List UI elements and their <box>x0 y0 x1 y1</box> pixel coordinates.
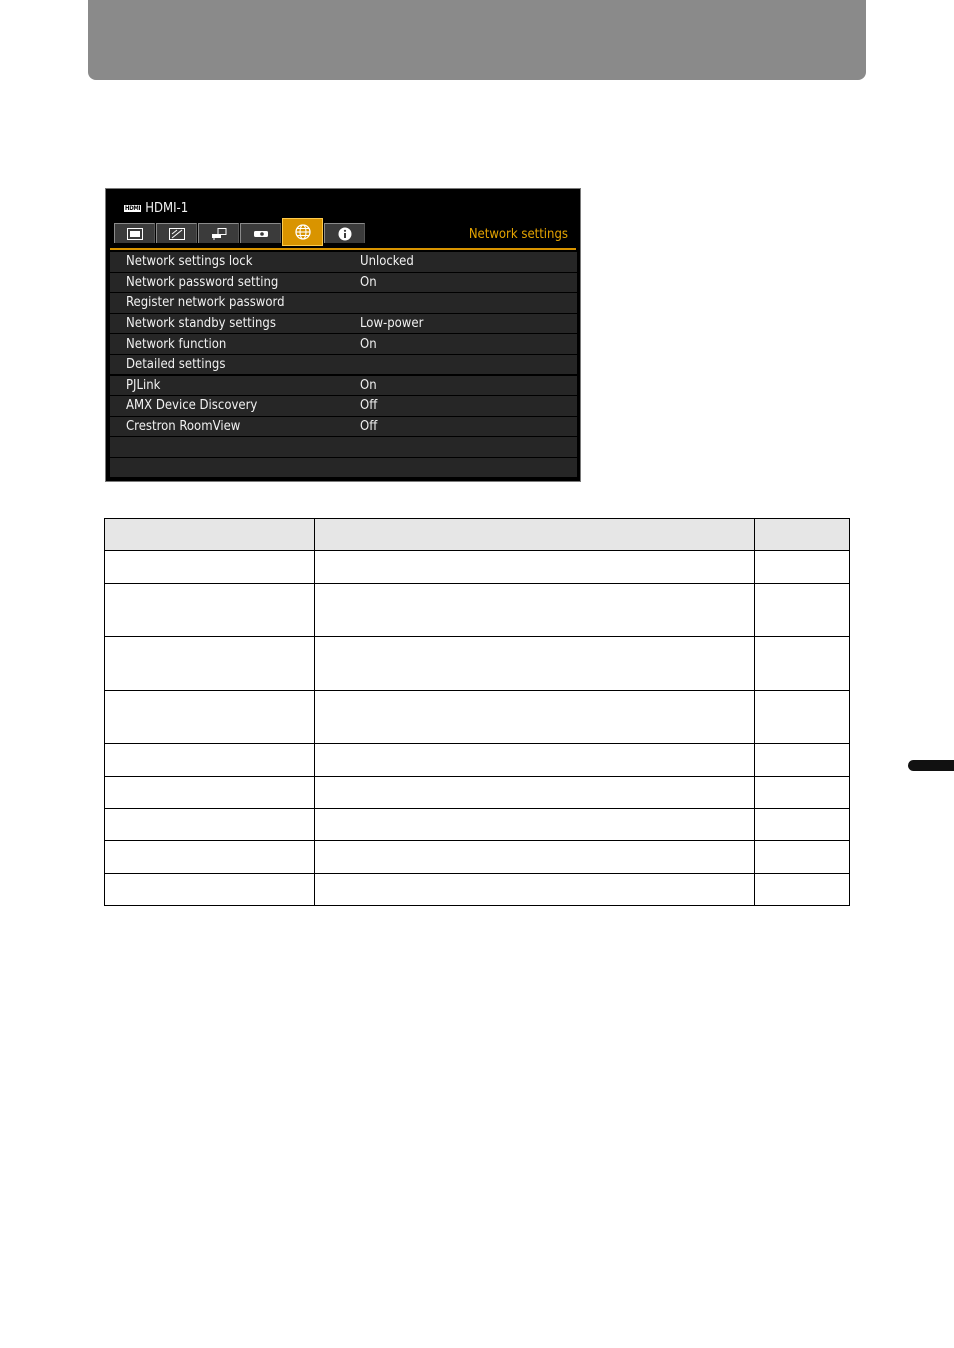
projector-system-icon <box>253 228 269 240</box>
table-cell <box>315 874 755 906</box>
network-globe-icon <box>295 224 311 240</box>
table-header-cell <box>315 519 755 551</box>
input-source-label: HDMI-1 <box>145 200 189 216</box>
menu-item-label: Crestron RoomView <box>126 419 241 434</box>
table-cell <box>755 551 850 584</box>
table-cell <box>315 551 755 584</box>
table-cell <box>105 584 315 637</box>
table-row <box>105 874 850 906</box>
menu-tab-bar <box>114 223 365 246</box>
input-source-indicator <box>124 199 188 217</box>
table-row <box>105 809 850 841</box>
menu-item-amx-device-discovery[interactable] <box>110 396 577 416</box>
tab-screen-settings[interactable] <box>156 223 197 243</box>
hdmi-icon: HDMI <box>125 204 141 212</box>
settings-list <box>110 252 577 479</box>
table-cell <box>755 744 850 777</box>
chapter-edge-tab <box>908 760 954 771</box>
table-cell <box>105 777 315 809</box>
menu-item-label: AMX Device Discovery <box>126 398 258 414</box>
menu-item-network-password-setting[interactable] <box>110 273 577 293</box>
menu-item-value: Unlocked <box>360 254 414 270</box>
menu-item-value: On <box>360 336 377 352</box>
table-cell <box>755 691 850 744</box>
table-row <box>105 584 850 637</box>
table-cell <box>315 584 755 637</box>
menu-item-empty <box>110 437 577 457</box>
menu-item-label: PJLink <box>126 377 161 393</box>
table-header-row <box>105 519 850 551</box>
table-cell <box>755 777 850 809</box>
table-row <box>105 637 850 691</box>
table-cell <box>105 809 315 841</box>
tab-information[interactable] <box>324 223 365 243</box>
table-cell <box>105 551 315 584</box>
table-row <box>105 691 850 744</box>
table-cell <box>755 809 850 841</box>
table-cell <box>315 841 755 874</box>
table-cell <box>315 744 755 777</box>
menu-item-label: Network settings lock <box>126 254 253 270</box>
menu-item-crestron-roomview[interactable] <box>110 417 577 437</box>
table-header-cell <box>105 519 315 551</box>
table-row <box>105 551 850 584</box>
menu-item-value: Off <box>360 398 378 414</box>
menu-item-network-standby-settings[interactable] <box>110 314 577 334</box>
table-cell <box>105 637 315 691</box>
menu-item-label: Register network password <box>126 295 285 311</box>
table-cell <box>105 744 315 777</box>
screen-aspect-icon <box>169 228 185 240</box>
menu-item-network-settings-lock[interactable] <box>110 252 577 272</box>
table-cell <box>315 691 755 744</box>
page-header-bar <box>88 0 866 80</box>
table-cell <box>315 809 755 841</box>
menu-item-label: Network function <box>126 336 227 352</box>
section-title: Network settings <box>468 227 568 242</box>
table-cell <box>105 874 315 906</box>
table-row <box>105 777 850 809</box>
projector-osd-menu <box>105 188 581 482</box>
table-cell <box>315 777 755 809</box>
tab-installation[interactable] <box>198 223 239 243</box>
table-cell <box>755 841 850 874</box>
info-icon <box>338 227 352 241</box>
menu-item-value: On <box>360 377 377 393</box>
table-cell <box>755 584 850 637</box>
table-row <box>105 744 850 777</box>
image-adjust-icon <box>127 228 143 240</box>
menu-item-network-function[interactable] <box>110 334 577 354</box>
table-row <box>105 841 850 874</box>
menu-item-value: On <box>360 274 377 290</box>
menu-item-value: Low-power <box>360 316 424 332</box>
installation-icon <box>211 228 227 240</box>
tab-image-adjustment[interactable] <box>114 223 155 243</box>
tab-underline <box>110 248 576 250</box>
table-cell <box>315 637 755 691</box>
menu-item-pjlink[interactable] <box>110 376 577 396</box>
tab-network-settings[interactable] <box>282 218 323 246</box>
menu-item-label: Detailed settings <box>126 357 226 373</box>
table-cell <box>105 691 315 744</box>
table-header-cell <box>755 519 850 551</box>
table-cell <box>105 841 315 874</box>
menu-item-detailed-settings[interactable] <box>110 355 577 375</box>
menu-item-empty <box>110 458 577 478</box>
menu-item-register-network-password[interactable] <box>110 293 577 313</box>
tab-system-settings[interactable] <box>240 223 281 243</box>
menu-item-label: Network password setting <box>126 274 279 290</box>
menu-item-label: Network standby settings <box>126 316 276 332</box>
settings-description-table <box>104 518 850 906</box>
menu-item-value: Off <box>360 419 378 434</box>
table-cell <box>755 637 850 691</box>
table-cell <box>755 874 850 906</box>
